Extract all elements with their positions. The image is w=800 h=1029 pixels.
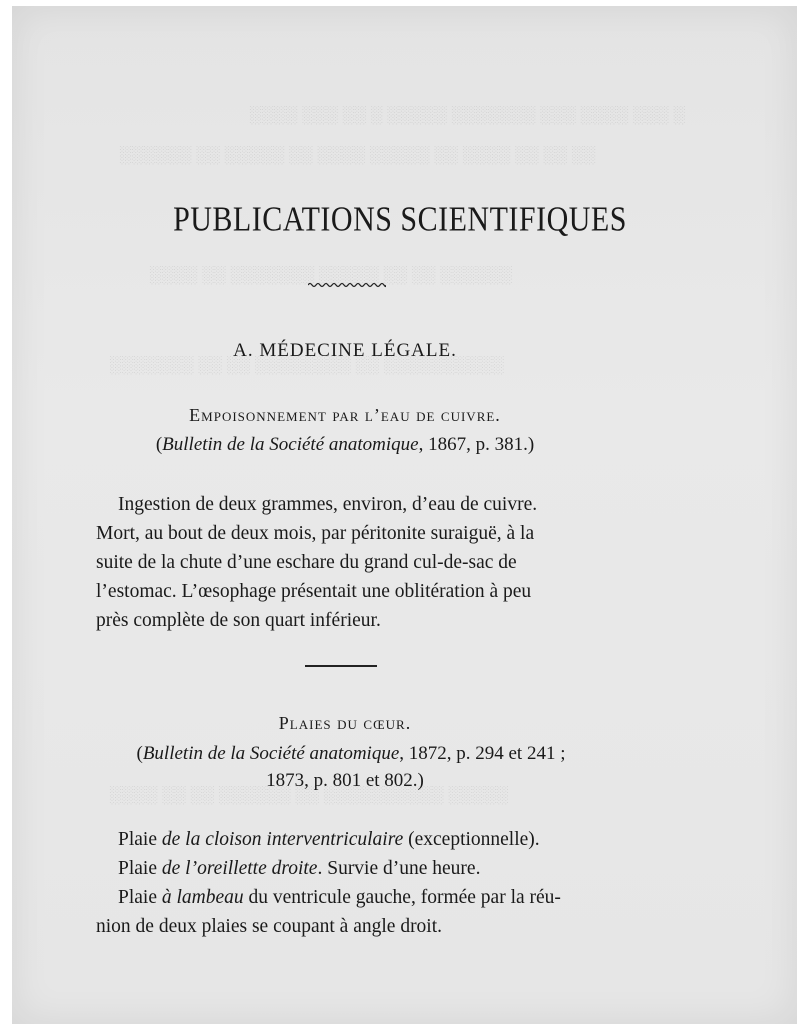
ref-details: , 1867, p. 381.) <box>418 434 535 455</box>
text-run: . Survie d’une heure. <box>317 858 481 879</box>
show-through-text: ░░░░░░ ░░ ░░ ░░░░░ ░░░░░░░ ░░ ░░░░ <box>150 265 513 284</box>
body-line: Mort, au bout de deux mois, par péritonite suraiguë, à la <box>96 523 535 544</box>
text-run: (exceptionnelle). <box>403 829 540 850</box>
text-run: Plaie <box>118 887 162 908</box>
body-line: nion de deux plaies se coupant à angle droit. <box>96 916 443 937</box>
section-divider <box>305 665 377 667</box>
text-run: Plaie <box>118 858 162 879</box>
show-through-text: ░ ░░░ ░░░░ ░░░ ░░░░░░░ ░░░░░ ░ ░░ ░░░ ░░░░ <box>250 105 686 124</box>
title-ornament <box>308 282 386 288</box>
show-through-text: ░░░░░ ░░░░░░░░░░ ░░ ░░░░░░ ░░ ░░ ░░░░ <box>110 785 509 804</box>
italic-run: de la cloison interventriculaire <box>161 829 404 850</box>
article-body <box>96 825 688 941</box>
body-line <box>96 854 688 883</box>
article-reference <box>0 434 690 456</box>
body-line: près complète de son quart inférieur. <box>96 610 381 631</box>
text-run: Plaie <box>118 829 162 850</box>
ref-paren: ( <box>155 434 163 455</box>
body-line <box>96 825 688 854</box>
page-title: PUBLICATIONS SCIENTIFIQUES <box>173 200 627 239</box>
body-line <box>96 883 688 912</box>
article-body <box>96 490 688 635</box>
italic-run: à lambeau <box>161 887 244 908</box>
italic-run: de l’oreillette droite <box>161 858 318 879</box>
article-reference <box>6 743 696 765</box>
journal-title: Bulletin de la Société anatomique <box>162 434 419 455</box>
text-run: du ventricule gauche, formée par la réu- <box>243 887 561 908</box>
body-line: suite de la chute d’une eschare du grand cul-de-sac de <box>96 552 517 573</box>
journal-title: Bulletin de la Société anatomique <box>142 743 400 764</box>
ref-details: , 1872, p. 294 et 241 ; <box>399 743 566 764</box>
article-reference-continued: 1873, p. 801 et 802.) <box>266 770 424 791</box>
ref-paren: ( <box>136 743 143 764</box>
show-through-text: ░░░░░░░░░░ ░░ ░░░░░░░░ ░░ ░░ ░░░░░░░ <box>110 355 505 374</box>
article-heading: Empoisonnement par l’eau de cuivre. <box>189 405 501 425</box>
article-heading: Plaies du cœur. <box>278 713 412 733</box>
body-line: l’estomac. L’œsophage présentait une oblitération à peu <box>96 581 532 602</box>
section-heading: A. MÉDECINE LÉGALE. <box>233 340 457 361</box>
show-through-text: ░░ ░░ ░░ ░░░░ ░░ ░░░░░ ░░░░ ░░ ░░░░░ ░░ ░░░░░░ <box>120 145 597 164</box>
body-line: Ingestion de deux grammes, environ, d’eau de cuivre. <box>118 494 538 515</box>
